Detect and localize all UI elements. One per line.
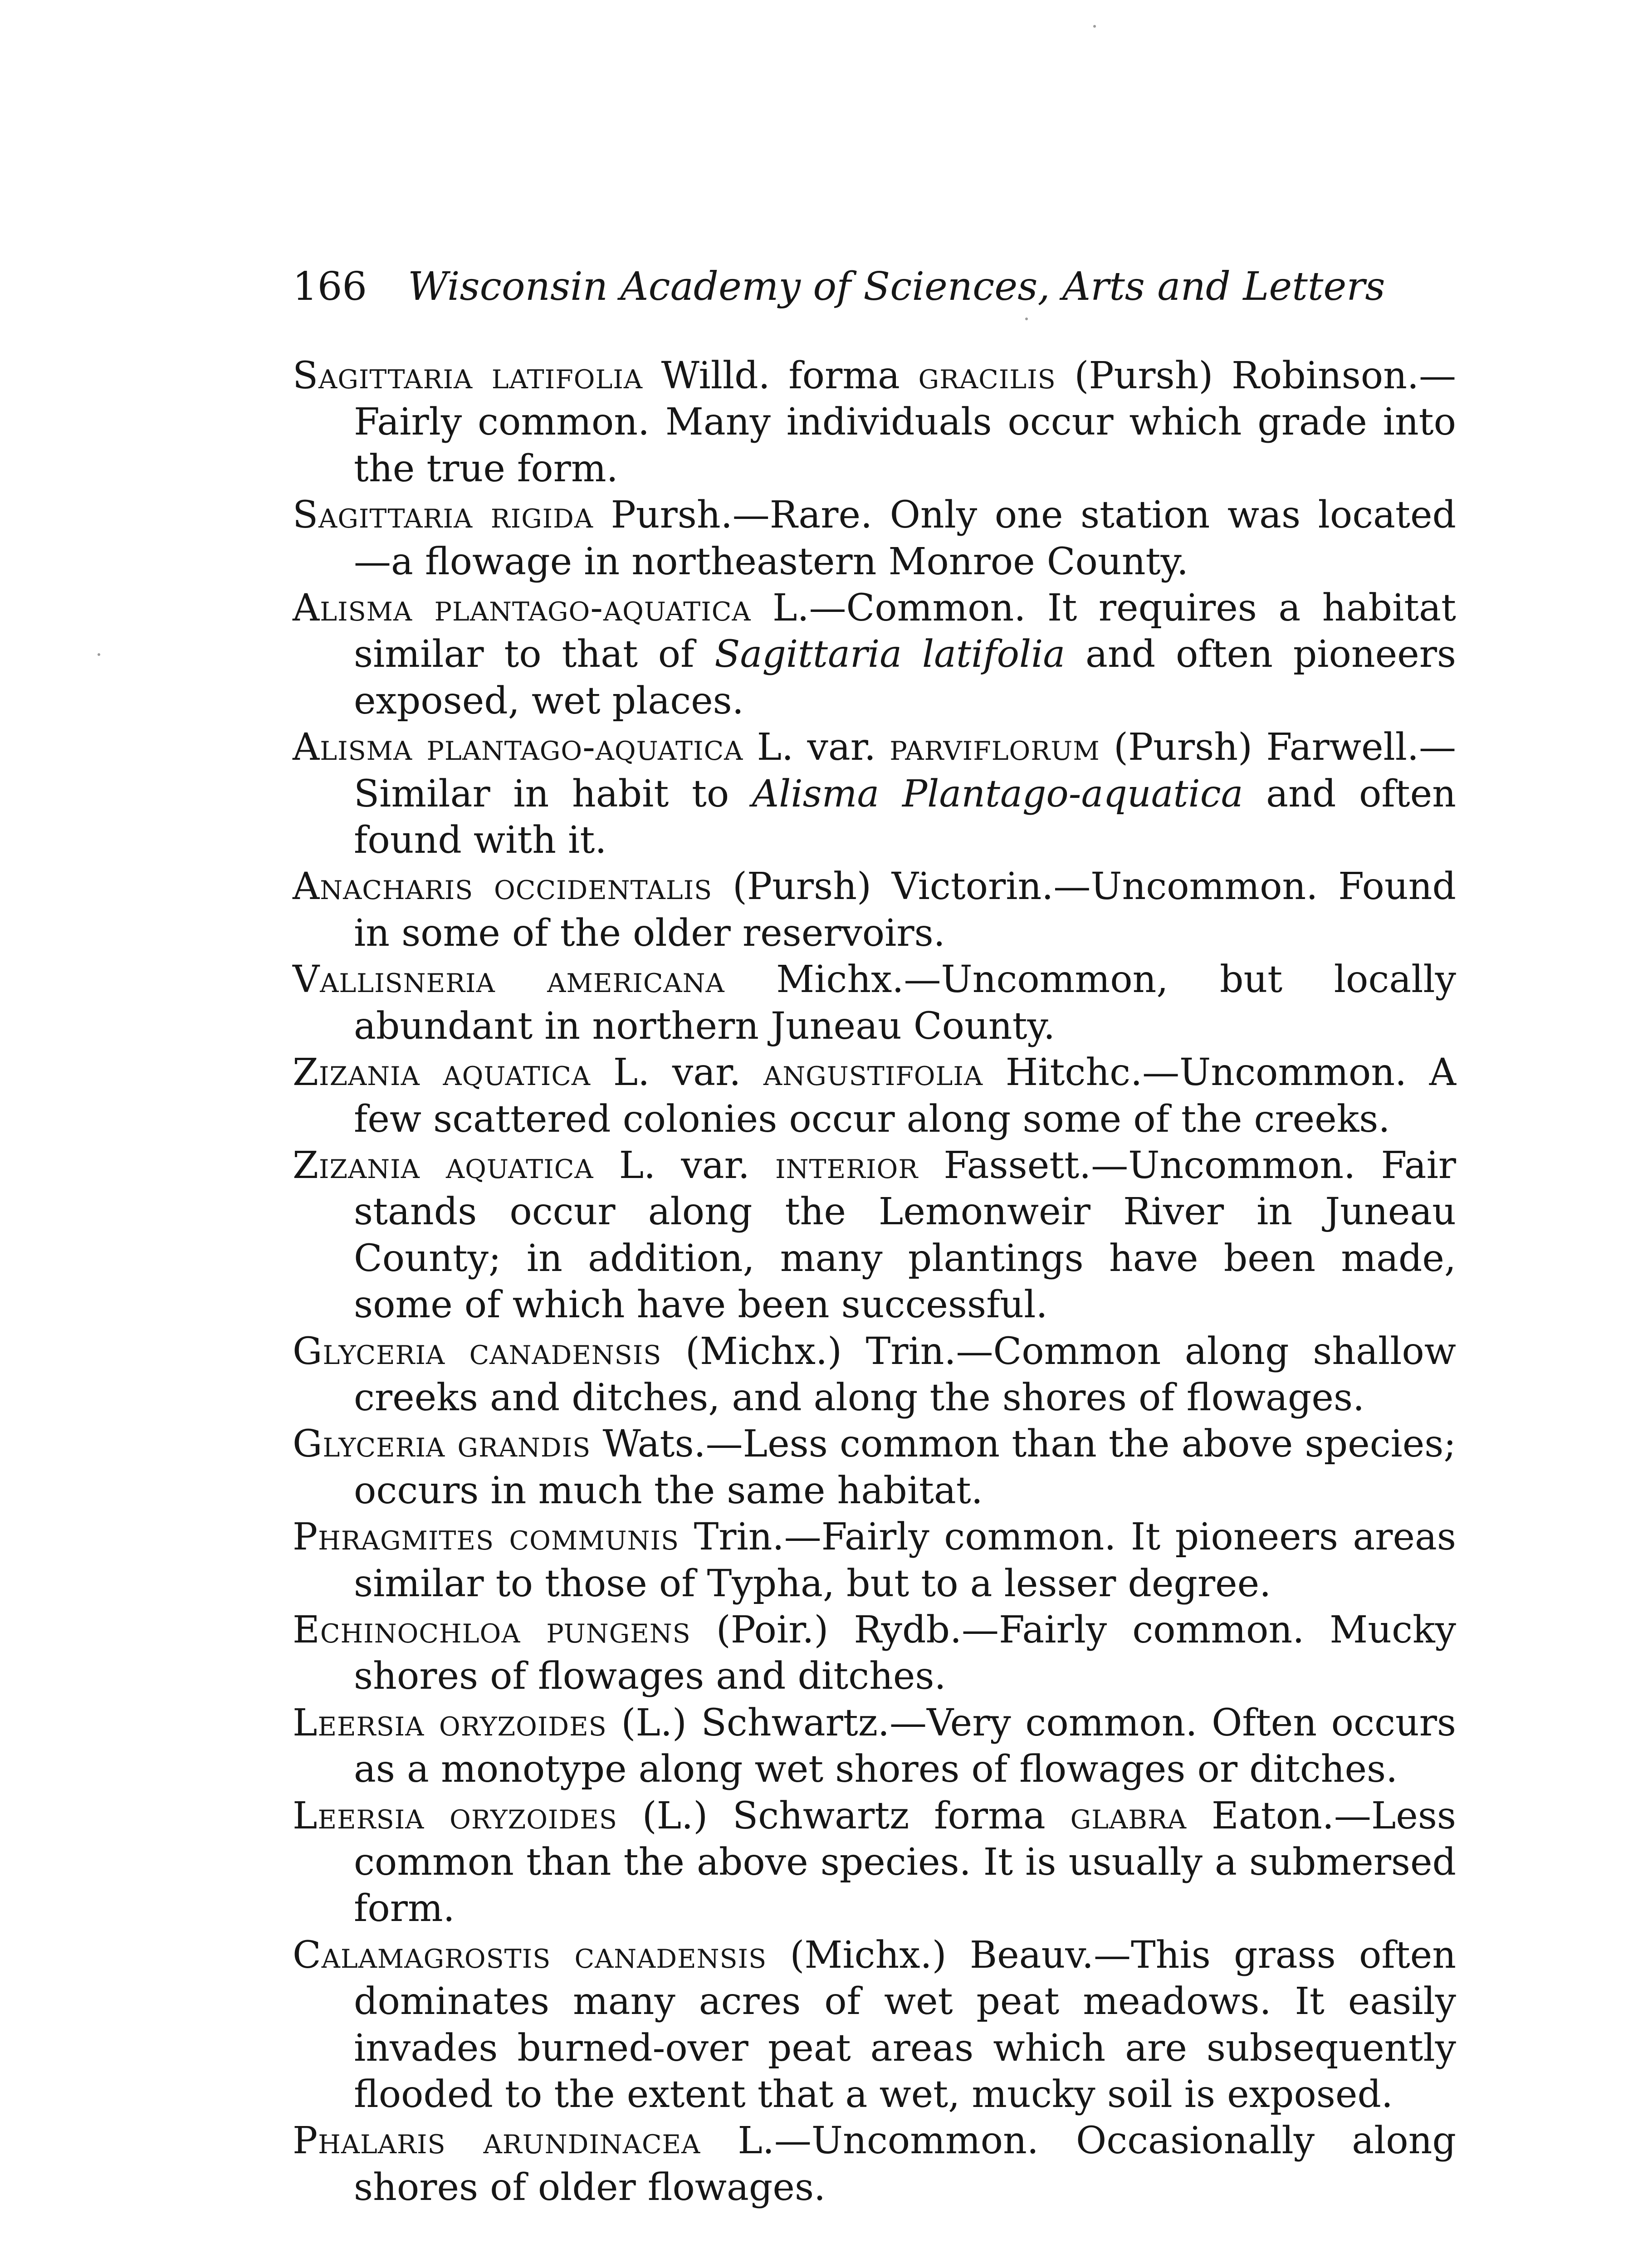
species-name: Glyceria grandis <box>293 1422 591 1466</box>
species-name: Zizania aquatica <box>293 1144 594 1187</box>
species-entry <box>293 353 1456 492</box>
page-header <box>293 259 1385 314</box>
species-name: Alisma plantago-aquatica <box>293 587 751 630</box>
species-description: (L.) Schwartz forma glabra Eaton.—Less common than the above species. It is usually a submersed form. <box>354 1794 1456 1931</box>
species-list <box>293 353 1456 2211</box>
species-name: Vallisneria americana <box>293 958 725 1002</box>
species-name: Sagittaria latifolia <box>293 354 643 397</box>
species-description: L.—Common. It requires a habitat similar to that of Sagittaria latifolia and often pioneers exposed, wet places. <box>354 587 1456 723</box>
species-description: Wats.—Less common than the above species; occurs in much the same habitat. <box>354 1422 1457 1512</box>
species-name: Sagittaria rigida <box>293 494 594 537</box>
species-entry <box>293 1514 1456 1607</box>
species-name: Phragmites communis <box>293 1515 680 1559</box>
species-description: Pursh.—Rare. Only one station was located —a flowage in northeastern Monroe County. <box>354 494 1456 583</box>
species-name: Alisma plantago-aquatica <box>293 726 743 769</box>
species-name: Echinochloa pungens <box>293 1608 691 1652</box>
species-name: Leersia oryzoides <box>293 1794 617 1838</box>
species-entry <box>293 1050 1456 1143</box>
scan-speck <box>98 653 100 656</box>
species-name: Anacharis occidentalis <box>293 865 713 909</box>
species-entry <box>293 1793 1456 1932</box>
species-entry <box>293 864 1456 957</box>
species-name: Zizania aquatica <box>293 1051 591 1095</box>
species-name: Leersia oryzoides <box>293 1701 607 1745</box>
scan-speck <box>1025 318 1028 320</box>
species-description: L. var. parviflorum (Pursh) Farwell.—Similar in habit to Alisma Plantago-aquatica and often found with it. <box>354 726 1456 862</box>
species-entry <box>293 1329 1456 1422</box>
species-description: L. var. angustifolia Hitchc.—Uncommon. A few scattered colonies occur along some of the creeks. <box>354 1051 1457 1141</box>
species-entry <box>293 1143 1456 1329</box>
species-entry <box>293 1421 1456 1514</box>
page-number: 166 <box>293 264 367 309</box>
species-entry <box>293 585 1456 724</box>
species-description: Michx.—Uncommon, but locally abundant in northern Juneau County. <box>354 958 1456 1048</box>
running-title: Wisconsin Academy of Sciences, Arts and Letters <box>408 264 1385 309</box>
species-entry <box>293 957 1456 1050</box>
species-name: Glyceria canadensis <box>293 1330 662 1373</box>
species-entry <box>293 1607 1456 1700</box>
species-description: (Pursh) Victorin.—Uncommon. Found in some of the older reservoirs. <box>354 865 1456 955</box>
species-description: Willd. forma gracilis (Pursh) Robinson.—Fairly common. Many individuals occur which grade into the true form. <box>354 354 1456 490</box>
species-description: (Michx.) Beauv.—This grass often dominates many acres of wet peat meadows. It easily invades burned-over peat areas which are subsequently flooded to the extent that a wet, mucky soil is exposed. <box>354 1933 1457 2116</box>
species-name: Calamagrostis canadensis <box>293 1933 767 1977</box>
species-description: L. var. interior Fassett.—Uncommon. Fair stands occur along the Lemonweir River in Juneau County; in addition, many plantings have been made, some of which have been successful. <box>354 1144 1456 1327</box>
species-description: L.—Uncommon. Occasionally along shores of older flowages. <box>354 2119 1456 2209</box>
species-description: (Poir.) Rydb.—Fairly common. Mucky shores of flowages and ditches. <box>354 1608 1456 1698</box>
species-entry <box>293 1932 1456 2118</box>
species-entry <box>293 492 1456 585</box>
species-entry <box>293 1700 1456 1793</box>
species-description: Trin.—Fairly common. It pioneers areas similar to those of Typha, but to a lesser degree. <box>354 1515 1456 1605</box>
species-entry <box>293 2118 1456 2211</box>
species-description: (Michx.) Trin.—Common along shallow creeks and ditches, and along the shores of flowages. <box>354 1330 1456 1419</box>
species-entry <box>293 724 1456 864</box>
scan-speck <box>1093 25 1096 28</box>
species-name: Phalaris arundinacea <box>293 2119 701 2163</box>
species-description: (L.) Schwartz.—Very common. Often occurs as a monotype along wet shores of flowages or ditches. <box>354 1701 1456 1791</box>
